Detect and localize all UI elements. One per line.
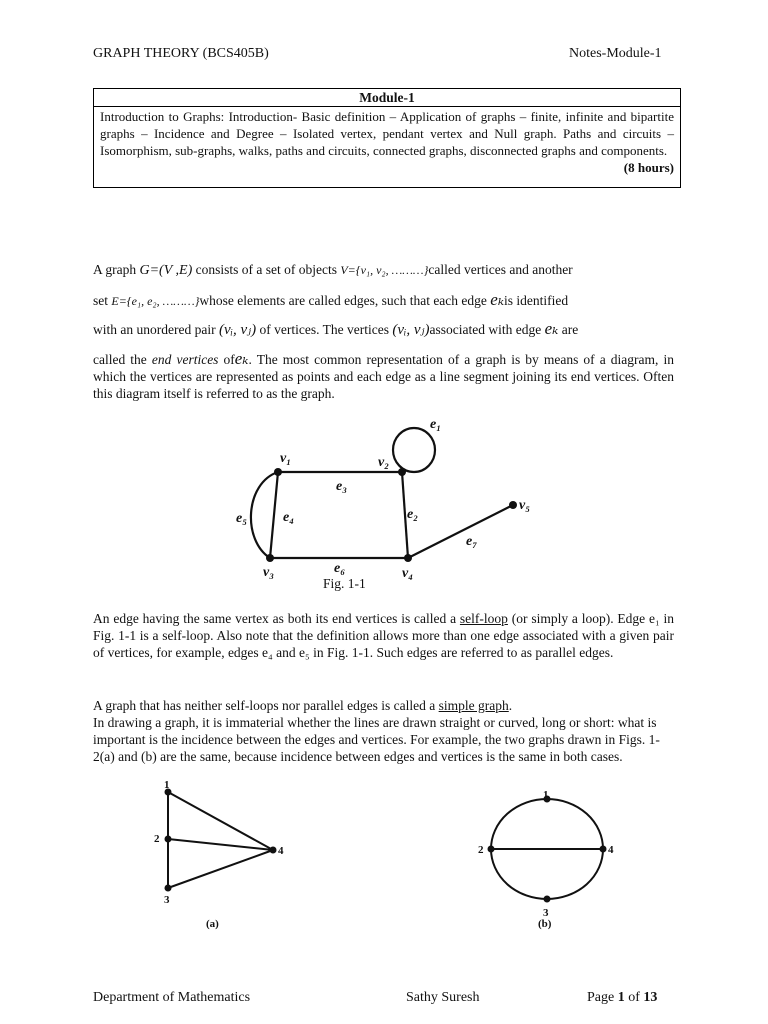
label-e7: e₇ [466,534,478,549]
text: set [93,293,108,308]
self-loop-paragraph [93,610,674,661]
vertex-v4 [404,554,412,562]
text: called vertices and another [428,262,573,277]
module-hours: (8 hours) [623,160,674,175]
text: A graph [93,262,137,277]
label-b1: 1 [543,790,549,801]
vertex-b3 [544,896,551,903]
math-pair: (vᵢ, vⱼ) [218,322,257,338]
header-notes: Notes-Module-1 [569,46,662,61]
page-label: Page [587,990,615,1005]
math-edge-set: E={e₁, e₂, ………} [111,294,200,308]
footer-department: Department of Mathematics [93,990,251,1005]
module-syllabus [100,108,674,176]
label-a3: 3 [164,894,170,906]
vertex-a2 [165,836,172,843]
caption-a: (a) [206,918,219,930]
label-e1: e₁ [430,417,442,432]
math-pair: (vᵢ, vⱼ) [392,322,430,338]
page-current: 1 [617,990,625,1005]
end-vertices-term: end vertices [151,352,219,367]
text: consists of a set of objects [195,262,337,277]
label-v1: v₁ [280,451,292,466]
vertex-v5 [509,501,517,509]
vertex-v1 [274,468,282,476]
drawing-paragraph: In drawing a graph, it is immaterial whether the lines are drawn straight or curved, long or short: what is important is the incidence between the edges and vertices. For example, the two graphs drawn in Figs. 1-2(a) and (b) are the same, because incidence between edges and vertices is the same in both cases. [93,715,660,764]
text: associated with edge [429,322,542,337]
text: . The most common representation of a graph is by means of a diagram, in which the vertices are represented as points and each edge as a line segment joining its end vertices. Often this diagram itself is referred to as the graph. [93,352,674,401]
label-v5: v₅ [519,498,531,513]
definition-line-3 [93,320,674,339]
vertex-a3 [165,885,172,892]
edge-e4 [270,472,278,558]
module-title: Module-1 [94,89,680,107]
figure-1-2a [130,780,310,930]
header-title: GRAPH THEORY (BCS405B) [93,46,269,61]
definition-paragraph-rest [93,350,674,402]
label-a1: 1 [164,780,170,791]
simple-graph-term: simple graph [438,698,509,713]
math-vertex-set: V={v₁, v₂, ………} [340,263,429,277]
edge-e7 [408,505,513,558]
math-edge: eₖ [490,290,505,309]
label-v4: v₄ [402,566,414,581]
text: A graph that has neither self-loops nor parallel edges is called a [93,698,436,713]
math-edge: eₖ [234,349,249,368]
text: whose elements are called edges, such that each edge [199,293,487,308]
footer-page-number [587,990,657,1006]
text: of [223,352,235,367]
text: of vertices. The vertices [259,322,389,337]
vertex-v3 [266,554,274,562]
module-syllabus-text: Introduction to Graphs: Introduction- Basic definition – Application of graphs – finite, infinite and bipartite graphs – Incidence and Degree – Isolated vertex, pendant vertex and Null graph. Paths and circuits – Isomorphism, sub-graphs, walks, paths and circuits, connected graphs, disconnected graphs and components. [100,109,674,158]
text: An edge having the same vertex as both its end vertices is called a [93,611,457,626]
module-box [93,88,681,188]
figure-1-1 [0,410,768,595]
label-e3: e₃ [336,479,348,494]
label-b2: 2 [478,844,484,856]
text: called the [93,352,147,367]
definition-line-1 [93,261,674,279]
vertex-b2 [488,846,495,853]
label-e5: e₅ [236,511,248,526]
page-total: 13 [643,990,658,1005]
page-of: of [628,990,640,1005]
vertex-b4 [600,846,607,853]
definition-line-2 [93,291,674,310]
text: with an unordered pair [93,322,216,337]
text: (or simply a loop). Edge e₁ in Fig. 1-1 is a self-loop. Also note that the definition allows more than one edge associated with a given pair of vertices, for example, edges e₄ and e₅ in Fig. 1-1. Such edges are referred to as parallel edges. [93,611,674,660]
figure-1-2b [470,790,630,930]
text: . [508,698,513,713]
label-e4: e₄ [283,510,295,525]
simple-graph-paragraph [93,697,674,714]
footer-author: Sathy Suresh [406,990,480,1005]
label-e2: e₂ [407,507,419,522]
figure-1-1-caption: Fig. 1-1 [323,576,366,591]
caption-b: (b) [538,918,552,930]
label-a2: 2 [154,833,160,845]
math-graph: G=(V ,E) [139,263,193,278]
text: are [561,322,579,337]
text: is identified [504,293,569,308]
vertex-a4 [270,847,277,854]
label-e6: e₆ [334,561,346,576]
label-a4: 4 [278,845,284,857]
edge-e1-loop [393,428,435,472]
label-b4: 4 [608,844,614,856]
label-b3: 3 [543,907,549,919]
math-edge: eₖ [544,319,559,338]
label-v3: v₃ [263,565,275,580]
vertex-v2 [398,468,406,476]
self-loop-term: self-loop [459,611,508,626]
label-v2: v₂ [378,455,390,470]
